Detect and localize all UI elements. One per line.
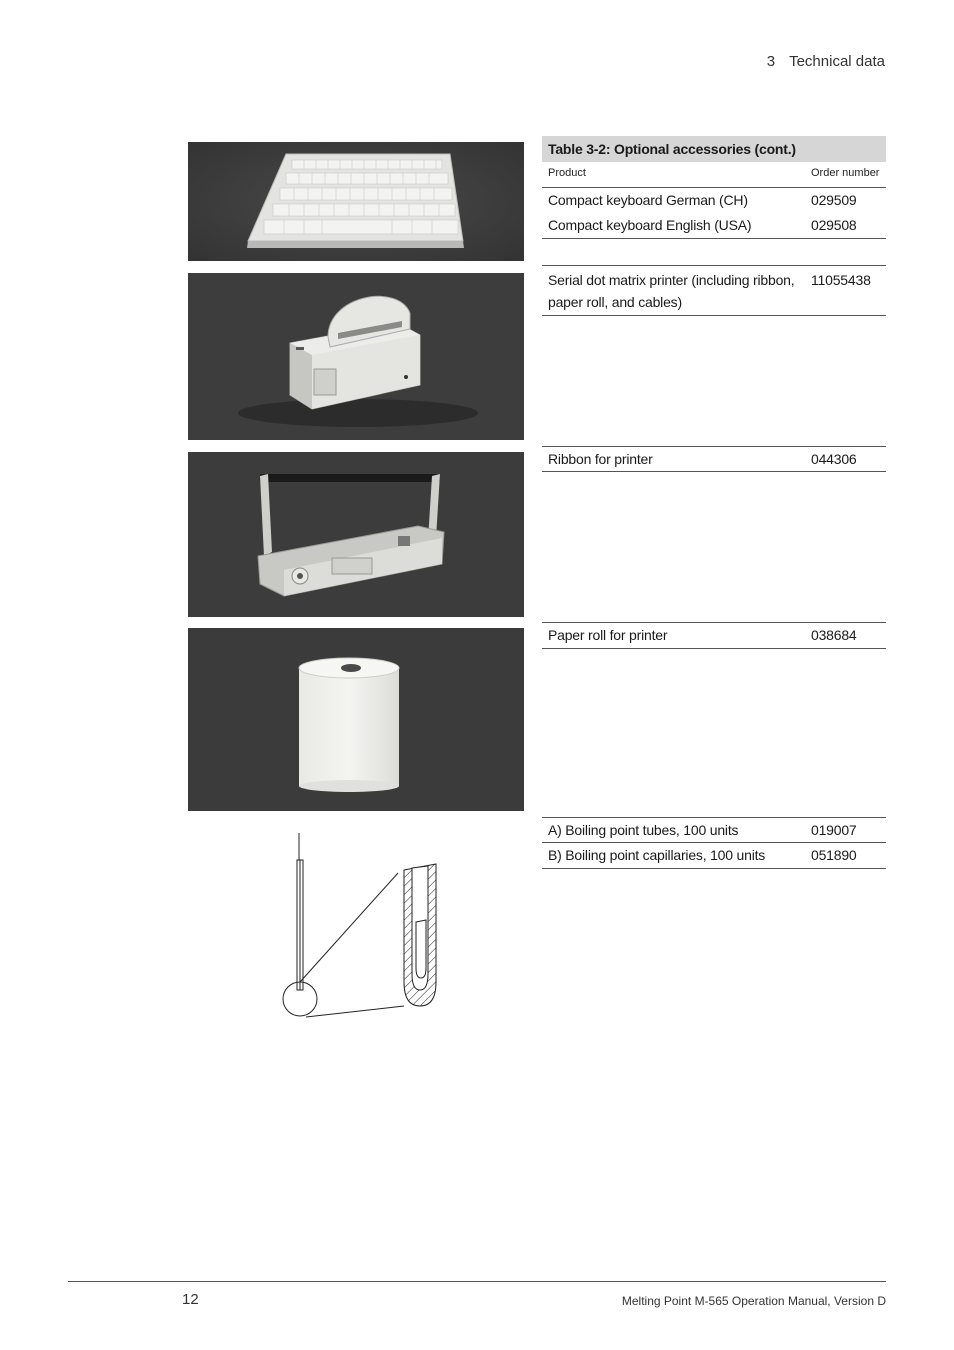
footer-rule [68, 1281, 886, 1282]
row-rule [542, 648, 886, 649]
table-title: Table 3-2: Optional accessories (cont.) [542, 136, 886, 162]
row-rule [542, 265, 886, 266]
column-header-product: Product [548, 167, 586, 179]
row-product: Compact keyboard English (USA) [548, 217, 752, 233]
row-rule [542, 315, 886, 316]
row-rule [542, 471, 886, 472]
row-rule [542, 817, 886, 818]
chapter-number: 3 [766, 53, 776, 70]
printer-photo [188, 273, 524, 440]
row-order-number: 11055438 [811, 272, 871, 288]
running-header [600, 53, 885, 70]
row-product: A) Boiling point tubes, 100 units [548, 822, 739, 838]
row-rule [542, 842, 886, 843]
row-product: Ribbon for printer [548, 451, 653, 467]
row-order-number: 029509 [811, 192, 857, 208]
row-product-continued: paper roll, and cables) [548, 294, 682, 310]
row-product: Compact keyboard German (CH) [548, 192, 748, 208]
chapter-title: Technical data [789, 53, 885, 70]
row-rule [542, 868, 886, 869]
row-order-number: 019007 [811, 822, 857, 838]
row-order-number: 038684 [811, 627, 857, 643]
row-order-number: 044306 [811, 451, 857, 467]
row-order-number: 029508 [811, 217, 857, 233]
column-header-order-number: Order number [811, 167, 880, 179]
header-rule [542, 187, 886, 188]
row-product: B) Boiling point capillaries, 100 units [548, 847, 766, 863]
row-order-number: 051890 [811, 847, 857, 863]
row-rule [542, 238, 886, 239]
ribbon-cartridge-photo [188, 452, 524, 617]
paper-roll-photo [188, 628, 524, 811]
page-number: 12 [182, 1291, 199, 1308]
document-title: Melting Point M-565 Operation Manual, Version D [621, 1294, 886, 1308]
row-product: Serial dot matrix printer (including ribbon, [548, 272, 795, 288]
row-product: Paper roll for printer [548, 627, 668, 643]
row-rule [542, 446, 886, 447]
keyboard-photo [188, 142, 524, 261]
boiling-tube-drawing [188, 822, 524, 1022]
row-rule [542, 622, 886, 623]
